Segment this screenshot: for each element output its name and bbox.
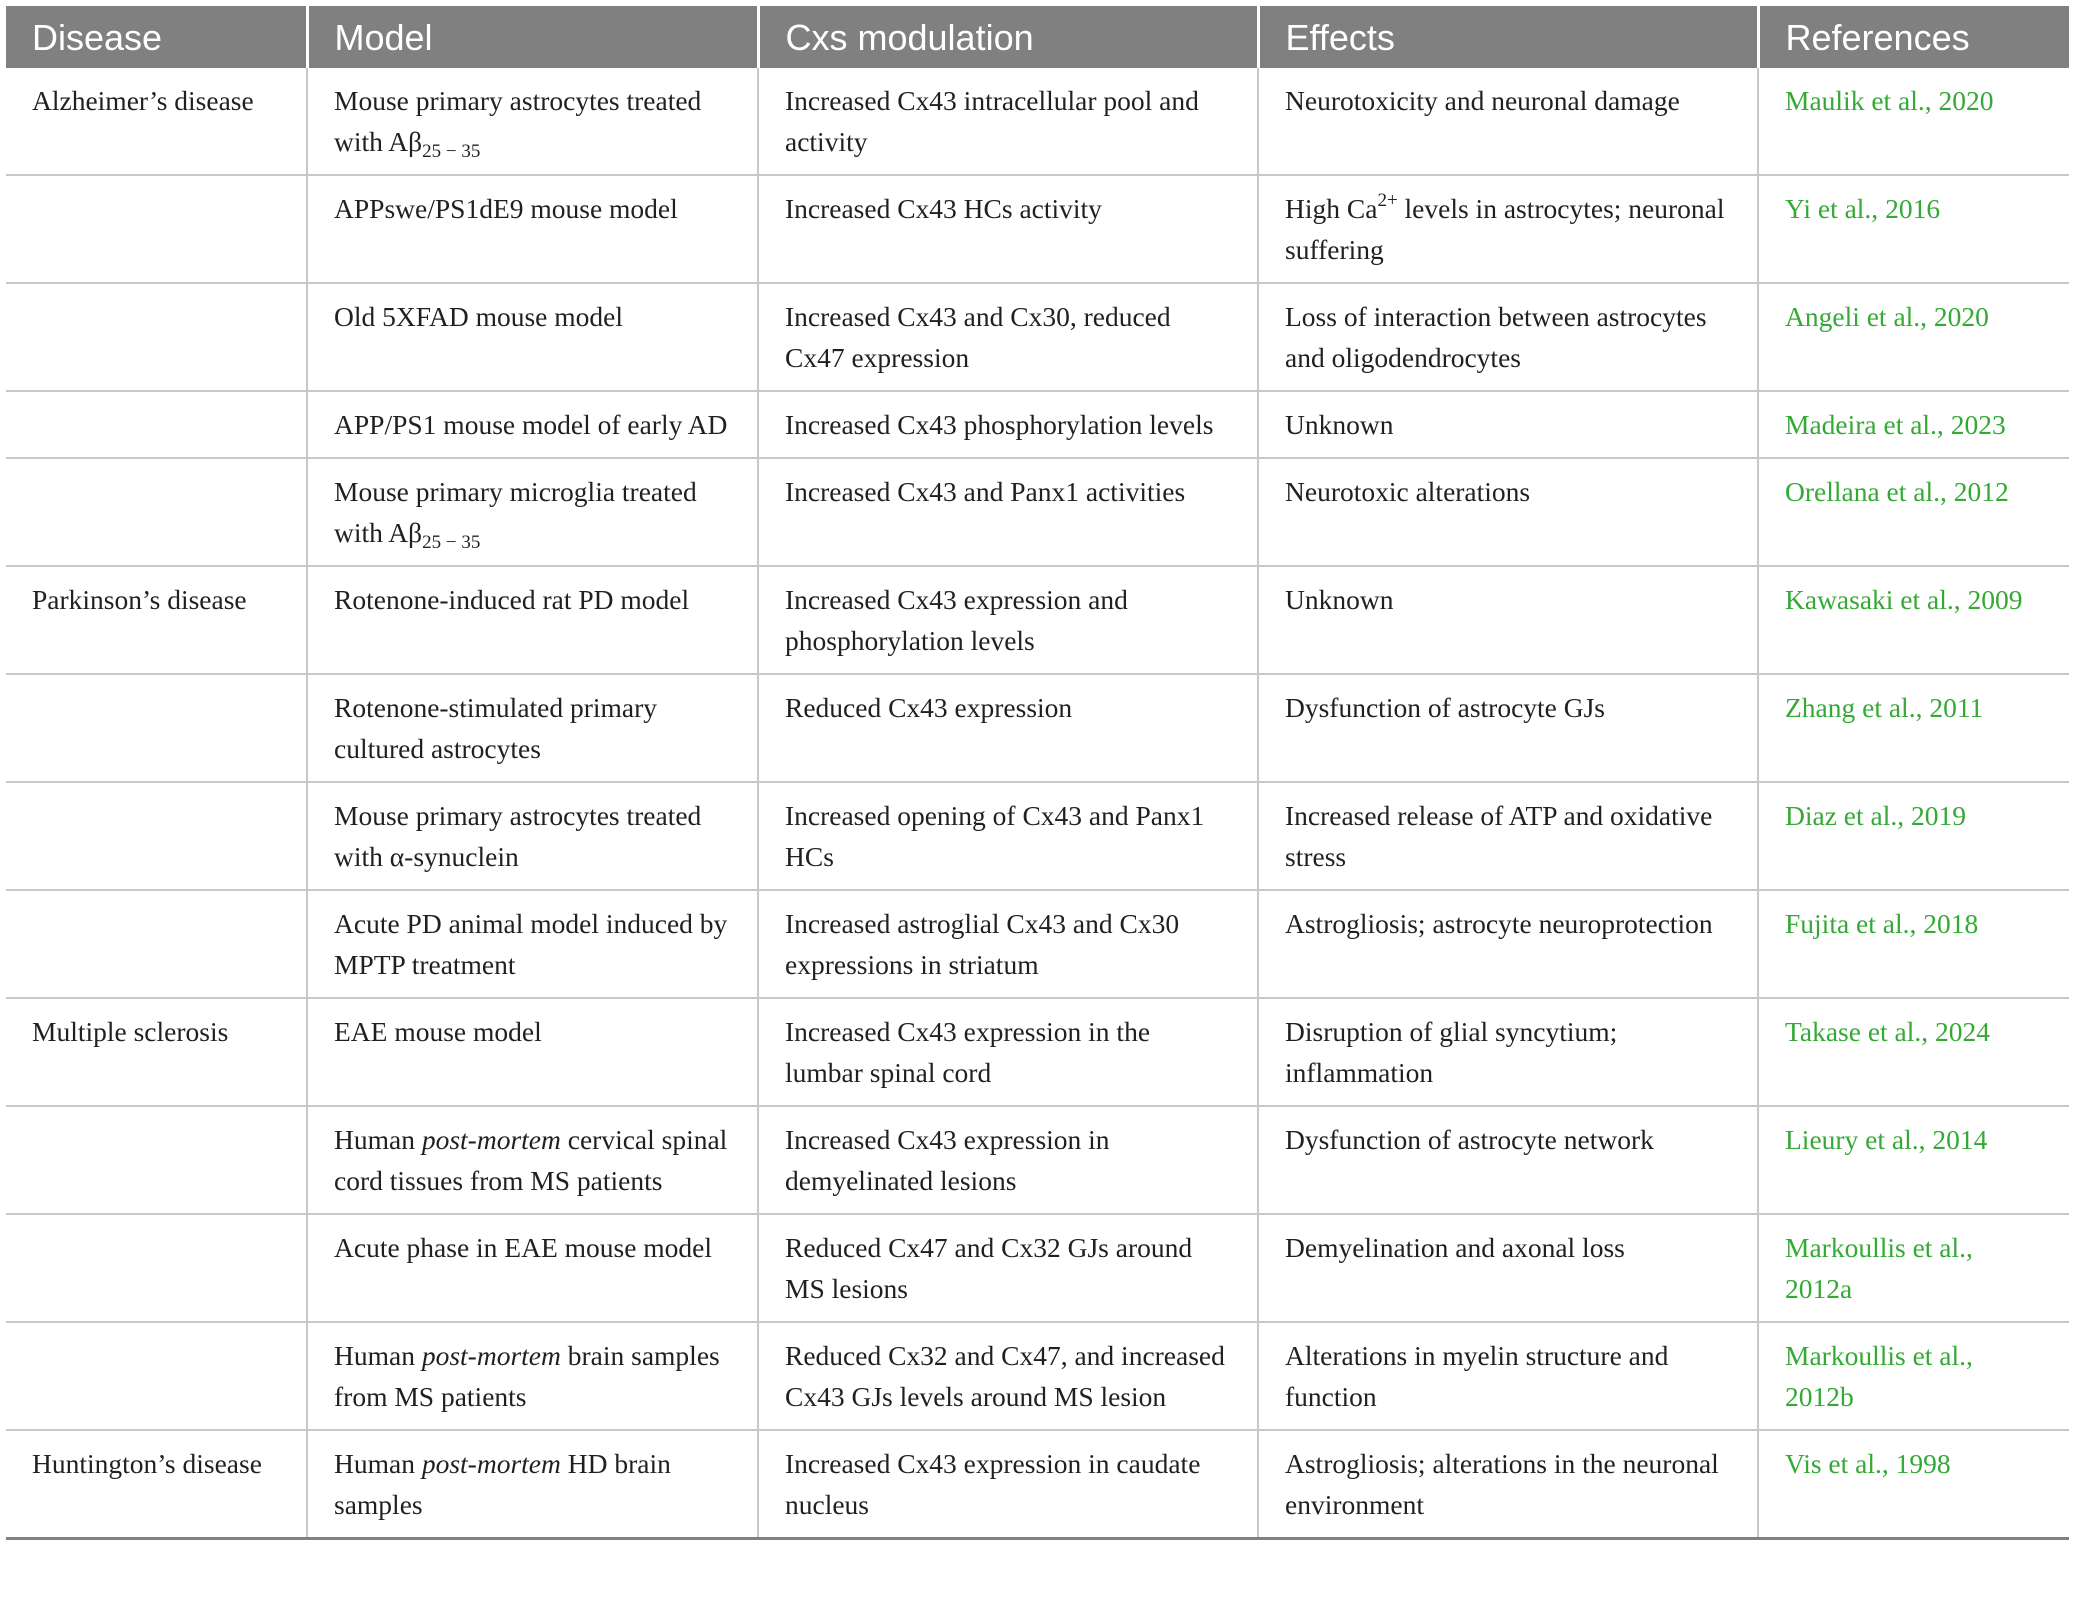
effects-text: Dysfunction of astrocyte GJs — [1285, 692, 1606, 723]
disease-cell — [6, 1430, 307, 1539]
cxs-modulation-text: Increased opening of Cx43 and Panx1 HCs — [785, 800, 1205, 872]
cxs-modulation-text: Increased Cx43 HCs activity — [785, 193, 1102, 224]
cxs-modulation-text: Increased Cx43 and Panx1 activities — [785, 476, 1186, 507]
cxs-modulation-text: Increased Cx43 intracellular pool and activity — [785, 85, 1199, 157]
model-cell — [307, 68, 758, 175]
model-text: Human — [334, 1124, 422, 1155]
table-row — [6, 175, 2069, 283]
effects-cell — [1258, 458, 1758, 566]
table-row — [6, 782, 2069, 890]
cxs-modulation-text: Reduced Cx43 expression — [785, 692, 1073, 723]
reference-cell[interactable] — [1758, 283, 2069, 391]
reference-year-link[interactable]: 2020 — [1938, 85, 1994, 116]
cxs-modulation-text: Reduced Cx32 and Cx47, and increased Cx43 GJs levels around MS lesion — [785, 1340, 1225, 1412]
disease-cell — [6, 890, 307, 998]
reference-cell[interactable] — [1758, 566, 2069, 674]
reference-cell[interactable] — [1758, 998, 2069, 1106]
reference-cell[interactable] — [1758, 1322, 2069, 1430]
model-text: Rotenone-stimulated primary cultured astrocytes — [334, 692, 658, 764]
reference-year-link[interactable]: 2016 — [1885, 193, 1941, 224]
table-row — [6, 890, 2069, 998]
reference-cell[interactable] — [1758, 1106, 2069, 1214]
model-cell — [307, 283, 758, 391]
table-row — [6, 391, 2069, 458]
model-text: Mouse primary microglia treated with Aβ — [334, 476, 697, 548]
model-text: Human — [334, 1448, 422, 1479]
model-subscript: 25 − 35 — [422, 141, 481, 162]
reference-year-link[interactable]: 2012b — [1785, 1381, 1854, 1412]
cxs-modulation-text: Increased Cx43 expression in caudate nucleus — [785, 1448, 1201, 1520]
reference-authors-link[interactable]: Angeli et al., — [1785, 301, 1928, 332]
reference-year-link[interactable]: 2024 — [1935, 1016, 1991, 1047]
reference-cell[interactable] — [1758, 68, 2069, 175]
effects-cell — [1258, 890, 1758, 998]
model-cell — [307, 674, 758, 782]
effects-cell — [1258, 1430, 1758, 1539]
cxs-modulation-text: Reduced Cx47 and Cx32 GJs around MS lesions — [785, 1232, 1193, 1304]
disease-cell — [6, 68, 307, 175]
table-row — [6, 283, 2069, 391]
reference-cell[interactable] — [1758, 1214, 2069, 1322]
effects-text: Unknown — [1285, 584, 1394, 615]
cxs-modulation-text: Increased Cx43 expression and phosphorylation levels — [785, 584, 1128, 656]
model-text: Rotenone-induced rat PD model — [334, 584, 690, 615]
effects-cell — [1258, 68, 1758, 175]
reference-year-link[interactable]: 2011 — [1929, 692, 1984, 723]
table-row — [6, 1106, 2069, 1214]
reference-cell[interactable] — [1758, 391, 2069, 458]
cxs-modulation-text: Increased Cx43 phosphorylation levels — [785, 409, 1214, 440]
cxs-modulation-cell — [758, 1322, 1258, 1430]
table-row — [6, 1430, 2069, 1539]
model-text: Mouse primary astrocytes treated with α-synuclein — [334, 800, 702, 872]
model-text: Acute phase in EAE mouse model — [334, 1232, 713, 1263]
disease-cell — [6, 1214, 307, 1322]
reference-cell[interactable] — [1758, 458, 2069, 566]
effects-text: Neurotoxic alterations — [1285, 476, 1531, 507]
model-italic-text: post-mortem — [421, 1124, 561, 1155]
reference-cell[interactable] — [1758, 782, 2069, 890]
cxs-modulation-cell — [758, 283, 1258, 391]
disease-text: Multiple sclerosis — [32, 1016, 229, 1047]
effects-text: Demyelination and axonal loss — [1285, 1232, 1625, 1263]
effects-text: Alterations in myelin structure and function — [1285, 1340, 1669, 1412]
disease-cell — [6, 1106, 307, 1214]
effects-cell — [1258, 283, 1758, 391]
disease-cell — [6, 674, 307, 782]
effects-text-rest: levels in astrocytes; neuronal suffering — [1285, 193, 1725, 265]
effects-cell — [1258, 782, 1758, 890]
model-text: EAE mouse model — [334, 1016, 542, 1047]
reference-year-link[interactable]: 2023 — [1950, 409, 2006, 440]
reference-authors-link[interactable]: Lieury et al., — [1785, 1124, 1926, 1155]
reference-year-link[interactable]: 2018 — [1923, 908, 1979, 939]
header-effects: Effects — [1258, 6, 1758, 68]
model-cell — [307, 890, 758, 998]
header-model: Model — [307, 6, 758, 68]
reference-authors-link[interactable]: Yi et al., — [1785, 193, 1879, 224]
reference-year-link[interactable]: 2020 — [1933, 301, 1989, 332]
cxs-modulation-text: Increased Cx43 expression in demyelinated lesions — [785, 1124, 1110, 1196]
cxs-modulation-text: Increased astroglial Cx43 and Cx30 expressions in striatum — [785, 908, 1180, 980]
reference-authors-link[interactable]: Orellana et al., — [1785, 476, 1947, 507]
table-body — [6, 68, 2069, 1539]
model-italic-text: post-mortem — [421, 1448, 561, 1479]
model-italic-text: post-mortem — [421, 1340, 561, 1371]
disease-cell — [6, 458, 307, 566]
reference-authors-link[interactable]: Markoullis et al., — [1785, 1340, 1973, 1371]
model-cell — [307, 175, 758, 283]
cxs-modulation-cell — [758, 1214, 1258, 1322]
reference-year-link[interactable]: 2012 — [1953, 476, 2009, 507]
disease-cell — [6, 566, 307, 674]
disease-cell — [6, 782, 307, 890]
cxs-modulation-cell — [758, 1106, 1258, 1214]
table-row — [6, 1322, 2069, 1430]
model-cell — [307, 782, 758, 890]
disease-cell — [6, 175, 307, 283]
disease-text: Parkinson’s disease — [32, 584, 247, 615]
model-cell — [307, 1322, 758, 1430]
cxs-modulation-cell — [758, 1430, 1258, 1539]
effects-text: High Ca — [1285, 193, 1378, 224]
cxs-modulation-cell — [758, 175, 1258, 283]
effects-superscript: 2+ — [1377, 190, 1398, 211]
effects-text: Neurotoxicity and neuronal damage — [1285, 85, 1680, 116]
reference-authors-link[interactable]: Zhang et al., — [1785, 692, 1923, 723]
connexin-disease-table — [6, 6, 2069, 1540]
effects-text: Astrogliosis; astrocyte neuroprotection — [1285, 908, 1713, 939]
header-row — [6, 6, 2069, 68]
effects-text: Increased release of ATP and oxidative stress — [1285, 800, 1713, 872]
model-text-rest: HD brain samples — [334, 1448, 671, 1520]
model-cell — [307, 1430, 758, 1539]
model-text-rest: brain samples from MS patients — [334, 1340, 720, 1412]
model-text: APPswe/PS1dE9 mouse model — [334, 193, 678, 224]
effects-text: Astrogliosis; alterations in the neuronal environment — [1285, 1448, 1719, 1520]
reference-year-link[interactable]: 2009 — [1967, 584, 2023, 615]
model-text: Human — [334, 1340, 422, 1371]
effects-cell — [1258, 566, 1758, 674]
disease-cell — [6, 998, 307, 1106]
cxs-modulation-cell — [758, 68, 1258, 175]
model-cell — [307, 458, 758, 566]
reference-authors-link[interactable]: Diaz et al., — [1785, 800, 1905, 831]
disease-cell — [6, 391, 307, 458]
header-references: References — [1758, 6, 2069, 68]
reference-authors-link[interactable]: Takase et al., — [1785, 1016, 1929, 1047]
cxs-modulation-text: Increased Cx43 expression in the lumbar spinal cord — [785, 1016, 1151, 1088]
header-cxs-modulation: Cxs modulation — [758, 6, 1258, 68]
table-header — [6, 6, 2069, 68]
effects-text: Disruption of glial syncytium; inflammation — [1285, 1016, 1618, 1088]
effects-cell — [1258, 674, 1758, 782]
table-row — [6, 674, 2069, 782]
model-text: APP/PS1 mouse model of early AD — [334, 409, 728, 440]
model-cell — [307, 1106, 758, 1214]
model-text: Old 5XFAD mouse model — [334, 301, 623, 332]
reference-cell[interactable] — [1758, 674, 2069, 782]
reference-year-link[interactable]: 1998 — [1895, 1448, 1951, 1479]
table-row — [6, 998, 2069, 1106]
reference-cell[interactable] — [1758, 890, 2069, 998]
disease-cell — [6, 283, 307, 391]
cxs-modulation-cell — [758, 566, 1258, 674]
effects-text: Unknown — [1285, 409, 1394, 440]
cxs-modulation-cell — [758, 998, 1258, 1106]
model-cell — [307, 566, 758, 674]
reference-cell[interactable] — [1758, 175, 2069, 283]
reference-authors-link[interactable]: Kawasaki et al., — [1785, 584, 1961, 615]
table-row — [6, 1214, 2069, 1322]
effects-cell — [1258, 1106, 1758, 1214]
disease-text: Alzheimer’s disease — [32, 85, 254, 116]
reference-authors-link[interactable]: Markoullis et al., — [1785, 1232, 1973, 1263]
reference-authors-link[interactable]: Maulik et al., — [1785, 85, 1932, 116]
model-subscript: 25 − 35 — [422, 532, 481, 553]
reference-authors-link[interactable]: Madeira et al., — [1785, 409, 1944, 440]
model-cell — [307, 1214, 758, 1322]
effects-text: Loss of interaction between astrocytes and oligodendrocytes — [1285, 301, 1707, 373]
reference-authors-link[interactable]: Vis et al., — [1785, 1448, 1889, 1479]
reference-year-link[interactable]: 2014 — [1932, 1124, 1988, 1155]
effects-cell — [1258, 175, 1758, 283]
effects-cell — [1258, 998, 1758, 1106]
reference-year-link[interactable]: 2012a — [1785, 1273, 1853, 1304]
reference-cell[interactable] — [1758, 1430, 2069, 1539]
effects-text: Dysfunction of astrocyte network — [1285, 1124, 1654, 1155]
table-row — [6, 566, 2069, 674]
cxs-modulation-cell — [758, 674, 1258, 782]
table-row — [6, 68, 2069, 175]
header-disease: Disease — [6, 6, 307, 68]
model-cell — [307, 391, 758, 458]
effects-cell — [1258, 1214, 1758, 1322]
disease-cell — [6, 1322, 307, 1430]
cxs-modulation-cell — [758, 458, 1258, 566]
model-cell — [307, 998, 758, 1106]
cxs-modulation-cell — [758, 782, 1258, 890]
reference-authors-link[interactable]: Fujita et al., — [1785, 908, 1917, 939]
model-text: Mouse primary astrocytes treated with Aβ — [334, 85, 702, 157]
cxs-modulation-cell — [758, 391, 1258, 458]
model-text-rest: cervical spinal cord tissues from MS patients — [334, 1124, 728, 1196]
model-text: Acute PD animal model induced by MPTP treatment — [334, 908, 728, 980]
disease-text: Huntington’s disease — [32, 1448, 262, 1479]
effects-cell — [1258, 391, 1758, 458]
table-row — [6, 458, 2069, 566]
cxs-modulation-text: Increased Cx43 and Cx30, reduced Cx47 expression — [785, 301, 1171, 373]
effects-cell — [1258, 1322, 1758, 1430]
reference-year-link[interactable]: 2019 — [1910, 800, 1966, 831]
cxs-modulation-cell — [758, 890, 1258, 998]
